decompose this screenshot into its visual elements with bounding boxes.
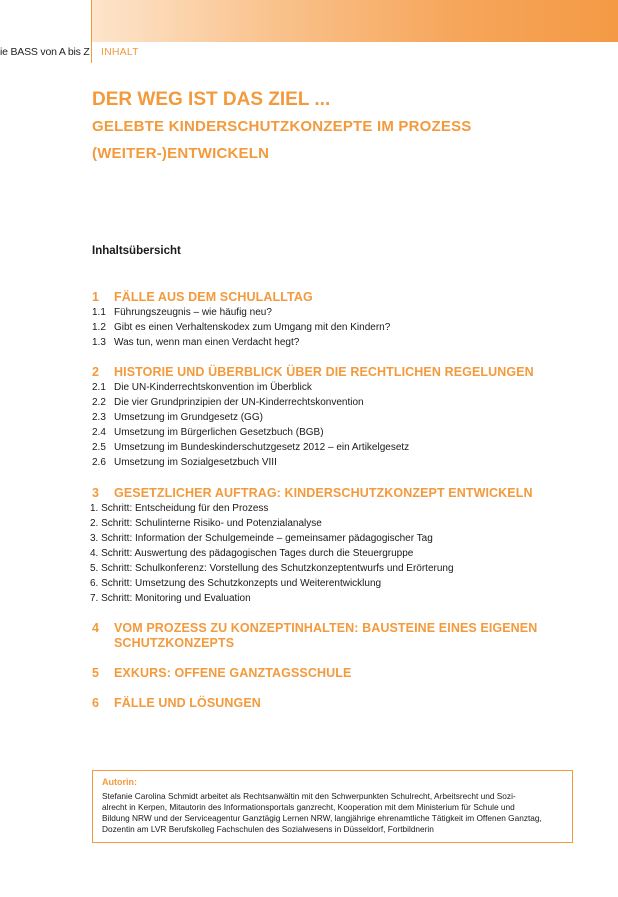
section-title: FÄLLE UND LÖSUNGEN xyxy=(114,696,261,710)
section-heading-5[interactable] xyxy=(92,666,351,681)
toc-step-6[interactable]: 6. Schritt: Umsetzung des Schutzkonzepts und Weiterentwicklung xyxy=(90,578,382,589)
author-bio-line: alrecht in Kerpen, Mitautorin des Informationsportals ganzrecht, Kooperation mit dem Ministerium für Schule und xyxy=(102,802,515,812)
toc-item-2-4[interactable] xyxy=(92,427,324,439)
item-number: 1.2 xyxy=(92,322,106,333)
item-text: Die UN-Kinderrechtskonvention im Überblick xyxy=(114,382,312,393)
item-text: Umsetzung im Grundgesetz (GG) xyxy=(114,412,263,423)
toc-step-5[interactable]: 5. Schritt: Schulkonferenz: Vorstellung des Schutzkonzeptentwurfs und Erörterung xyxy=(90,563,454,574)
section-number: 6 xyxy=(92,696,100,710)
section-title: GESETZLICHER AUFTRAG: KINDERSCHUTZKONZEPT ENTWICKELN xyxy=(114,486,533,500)
author-bio-line: Bildung NRW und der Serviceagentur Ganztägig Lernen NRW, langjährige ehrenamtliche Tätigkeit im Offenen Ganztag, xyxy=(102,813,542,823)
author-label: Autorin: xyxy=(102,777,137,787)
item-number: 1.3 xyxy=(92,337,106,348)
author-bio-line: Dozentin am LVR Berufskolleg Fachschulen des Sozialwesens in Düsseldorf, Fortbildnerin xyxy=(102,824,434,834)
item-text: Was tun, wenn man einen Verdacht hegt? xyxy=(114,337,300,348)
toc-item-1-1[interactable] xyxy=(92,307,272,319)
toc-step-1[interactable]: 1. Schritt: Entscheidung für den Prozess xyxy=(90,503,269,514)
section-title-line1: VOM PROZESS ZU KONZEPTINHALTEN: BAUSTEINE EINES EIGENEN xyxy=(114,621,538,635)
page-subtitle-line1: GELEBTE KINDERSCHUTZKONZEPTE IM PROZESS xyxy=(92,118,472,135)
author-bio-line: Stefanie Carolina Schmidt arbeitet als Rechtsanwältin mit den Schwerpunkten Schulrecht, Arbeitsrecht und Sozi- xyxy=(102,791,516,801)
toc-step-7[interactable]: 7. Schritt: Monitoring und Evaluation xyxy=(90,593,251,604)
page-subtitle-line2: (WEITER-)ENTWICKELN xyxy=(92,145,270,162)
item-number: 2.4 xyxy=(92,427,106,438)
section-title: FÄLLE AUS DEM SCHULALLTAG xyxy=(114,290,313,304)
section-heading-2[interactable] xyxy=(92,365,534,380)
header-left-area xyxy=(0,0,91,42)
header-divider xyxy=(91,0,92,63)
item-text: Die vier Grundprinzipien der UN-Kinderrechtskonvention xyxy=(114,397,364,408)
section-number: 5 xyxy=(92,666,100,680)
section-title: HISTORIE UND ÜBERBLICK ÜBER DIE RECHTLICHEN REGELUNGEN xyxy=(114,365,534,379)
section-heading-6[interactable] xyxy=(92,696,261,711)
toc-step-3[interactable]: 3. Schritt: Information der Schulgemeinde – gemeinsamer pädagogischer Tag xyxy=(90,533,433,544)
section-heading-1[interactable] xyxy=(92,290,313,305)
section-number: 1 xyxy=(92,290,100,304)
overview-heading: Inhaltsübersicht xyxy=(92,245,181,257)
item-number: 2.1 xyxy=(92,382,106,393)
running-header-title: ie BASS von A bis Z xyxy=(0,46,90,58)
toc-item-2-1[interactable] xyxy=(92,382,312,394)
author-bio xyxy=(102,791,566,835)
running-header-section: INHALT xyxy=(101,46,139,58)
item-number: 2.5 xyxy=(92,442,106,453)
item-text: Führungszeugnis – wie häufig neu? xyxy=(114,307,272,318)
item-number: 1.1 xyxy=(92,307,106,318)
section-heading-4[interactable] xyxy=(92,621,537,651)
section-number: 4 xyxy=(92,621,100,635)
toc-item-1-2[interactable] xyxy=(92,322,390,334)
page-title: DER WEG IST DAS ZIEL ... xyxy=(92,89,331,110)
section-number: 2 xyxy=(92,365,100,379)
toc-step-2[interactable]: 2. Schritt: Schulinterne Risiko- und Potenzialanalyse xyxy=(90,518,322,529)
item-text: Umsetzung im Bürgerlichen Gesetzbuch (BGB) xyxy=(114,427,324,438)
toc-item-2-3[interactable] xyxy=(92,412,263,424)
item-number: 2.6 xyxy=(92,457,106,468)
author-box xyxy=(92,770,573,843)
item-text: Umsetzung im Bundeskinderschutzgesetz 2012 – ein Artikelgesetz xyxy=(114,442,410,453)
item-text: Gibt es einen Verhaltenskodex zum Umgang mit den Kindern? xyxy=(114,322,391,333)
section-title-line2: SCHUTZKONZEPTS xyxy=(114,636,235,650)
section-heading-3[interactable] xyxy=(92,486,533,501)
toc-item-2-2[interactable] xyxy=(92,397,364,409)
toc-item-2-6[interactable] xyxy=(92,457,277,469)
item-text: Umsetzung im Sozialgesetzbuch VIII xyxy=(114,457,277,468)
section-title: EXKURS: OFFENE GANZTAGSSCHULE xyxy=(114,666,352,680)
item-number: 2.3 xyxy=(92,412,106,423)
toc-item-1-3[interactable] xyxy=(92,337,299,349)
toc-step-4[interactable]: 4. Schritt: Auswertung des pädagogischen Tages durch die Steuergruppe xyxy=(90,548,414,559)
section-number: 3 xyxy=(92,486,100,500)
toc-item-2-5[interactable] xyxy=(92,442,409,454)
item-number: 2.2 xyxy=(92,397,106,408)
header-gradient-band xyxy=(91,0,618,42)
